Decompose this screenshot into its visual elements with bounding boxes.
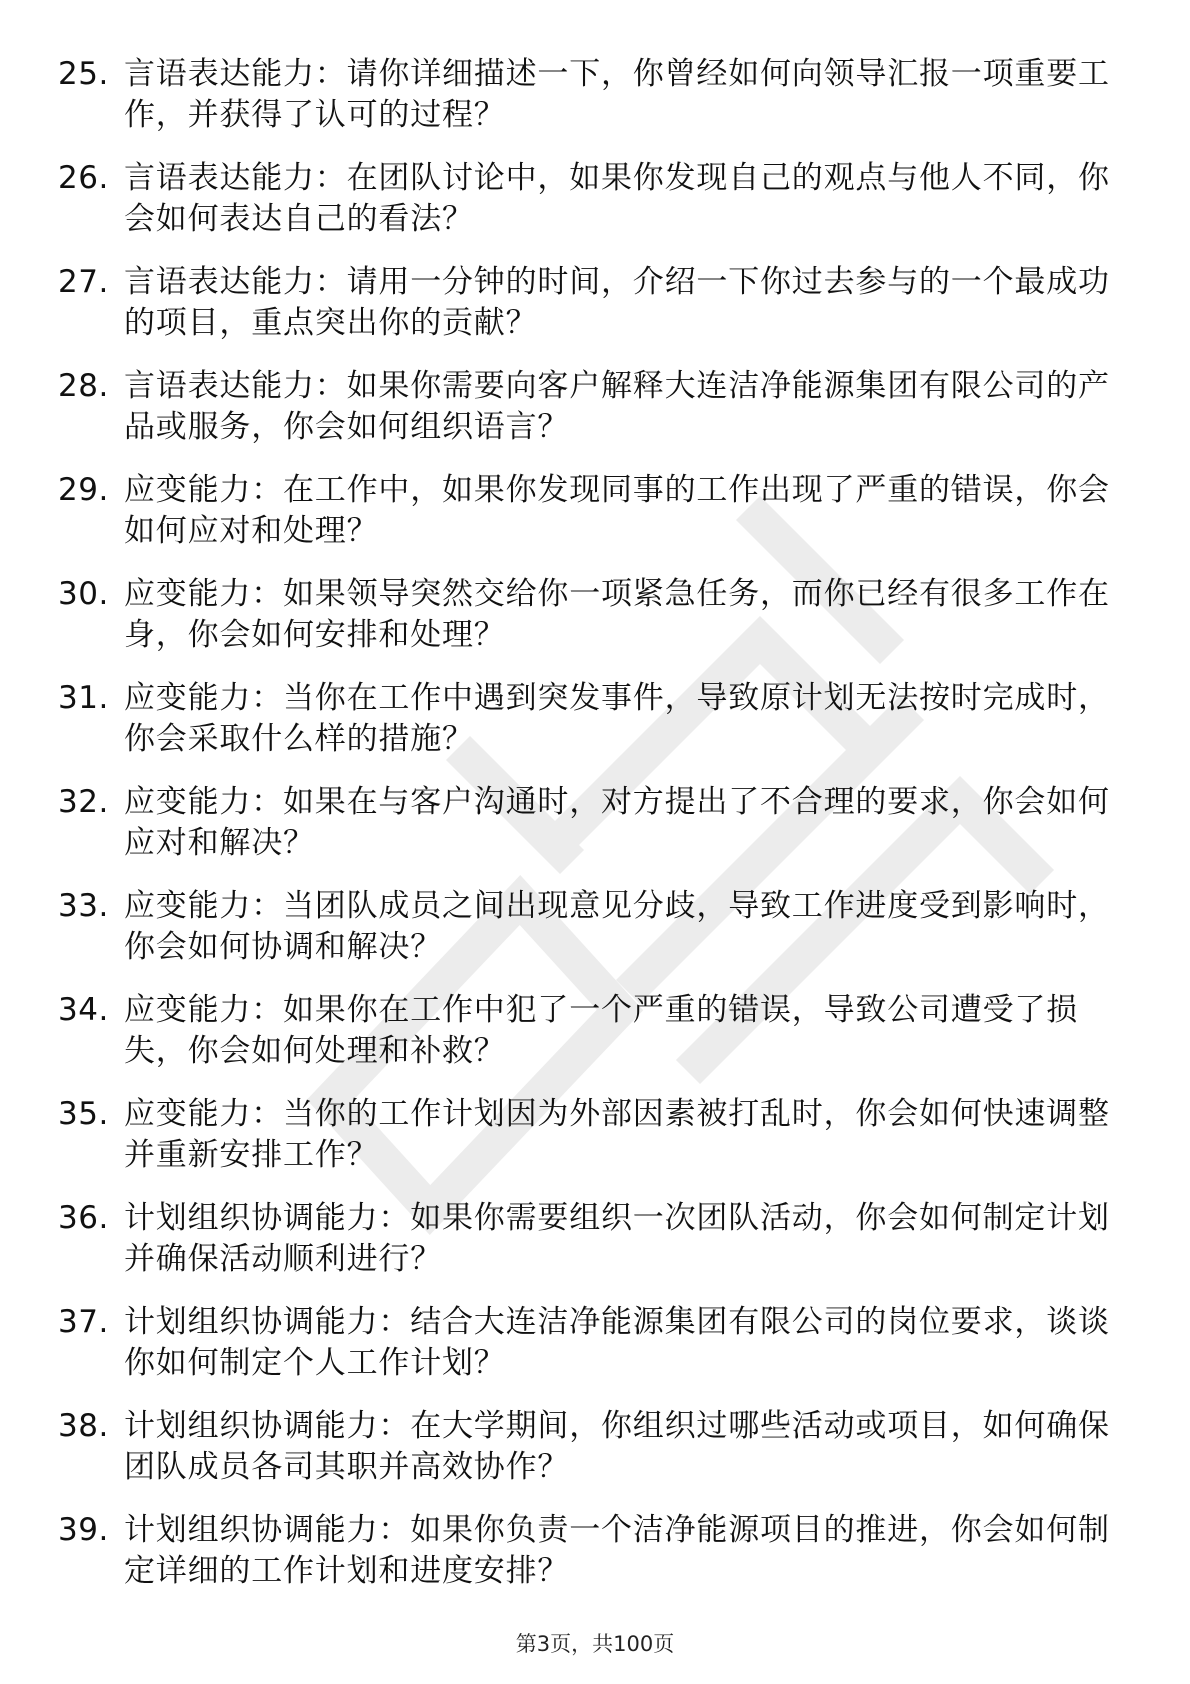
question-number: 27. (58, 264, 109, 300)
question-text: 应变能力：如果你在工作中犯了一个严重的错误，导致公司遭受了损失，你会如何处理和补救？ (124, 992, 1078, 1069)
question-item (58, 782, 1118, 864)
question-number: 39. (58, 1512, 109, 1548)
page-footer (0, 1630, 1190, 1658)
question-number: 30. (58, 576, 109, 612)
question-text: 应变能力：如果在与客户沟通时，对方提出了不合理的要求，你会如何应对和解决？ (124, 784, 1110, 861)
question-item (58, 1198, 1118, 1280)
question-item (58, 1094, 1118, 1176)
question-text: 言语表达能力：在团队讨论中，如果你发现自己的观点与他人不同，你会如何表达自己的看法？ (124, 160, 1110, 237)
question-item (58, 262, 1118, 344)
question-item (58, 574, 1118, 656)
page-number-label: 第3页，共100页 (515, 1632, 675, 1656)
question-text: 计划组织协调能力：结合大连洁净能源集团有限公司的岗位要求，谈谈你如何制定个人工作计划？ (124, 1304, 1110, 1381)
question-text: 言语表达能力：如果你需要向客户解释大连洁净能源集团有限公司的产品或服务，你会如何组织语言？ (124, 368, 1110, 445)
question-text: 言语表达能力：请用一分钟的时间，介绍一下你过去参与的一个最成功的项目，重点突出你的贡献？ (124, 264, 1110, 341)
question-item (58, 886, 1118, 968)
question-number: 36. (58, 1200, 109, 1236)
question-text: 言语表达能力：请你详细描述一下，你曾经如何向领导汇报一项重要工作，并获得了认可的过程？ (124, 56, 1110, 133)
question-text: 计划组织协调能力：如果你负责一个洁净能源项目的推进，你会如何制定详细的工作计划和进度安排？ (124, 1512, 1110, 1589)
question-number: 32. (58, 784, 109, 820)
question-item (58, 54, 1118, 136)
question-text: 计划组织协调能力：如果你需要组织一次团队活动，你会如何制定计划并确保活动顺利进行？ (124, 1200, 1110, 1277)
question-number: 38. (58, 1408, 109, 1444)
question-item (58, 366, 1118, 448)
question-text: 应变能力：如果领导突然交给你一项紧急任务，而你已经有很多工作在身，你会如何安排和处理？ (124, 576, 1110, 653)
question-number: 28. (58, 368, 109, 404)
question-text: 应变能力：当团队成员之间出现意见分歧，导致工作进度受到影响时，你会如何协调和解决？ (124, 888, 1110, 965)
question-number: 34. (58, 992, 109, 1028)
question-number: 33. (58, 888, 109, 924)
question-item (58, 158, 1118, 240)
question-item (58, 990, 1118, 1072)
question-text: 应变能力：在工作中，如果你发现同事的工作出现了严重的错误，你会如何应对和处理？ (124, 472, 1110, 549)
question-number: 26. (58, 160, 109, 196)
question-number: 31. (58, 680, 109, 716)
question-text: 应变能力：当你的工作计划因为外部因素被打乱时，你会如何快速调整并重新安排工作？ (124, 1096, 1110, 1173)
question-item (58, 1406, 1118, 1488)
question-number: 35. (58, 1096, 109, 1132)
question-list (58, 54, 1118, 1614)
question-item (58, 1302, 1118, 1384)
question-text: 应变能力：当你在工作中遇到突发事件，导致原计划无法按时完成时，你会采取什么样的措施？ (124, 680, 1110, 757)
question-text: 计划组织协调能力：在大学期间，你组织过哪些活动或项目，如何确保团队成员各司其职并高效协作？ (124, 1408, 1110, 1485)
question-number: 37. (58, 1304, 109, 1340)
question-item (58, 470, 1118, 552)
question-item (58, 678, 1118, 760)
question-number: 25. (58, 56, 109, 92)
question-number: 29. (58, 472, 109, 508)
question-item (58, 1510, 1118, 1592)
